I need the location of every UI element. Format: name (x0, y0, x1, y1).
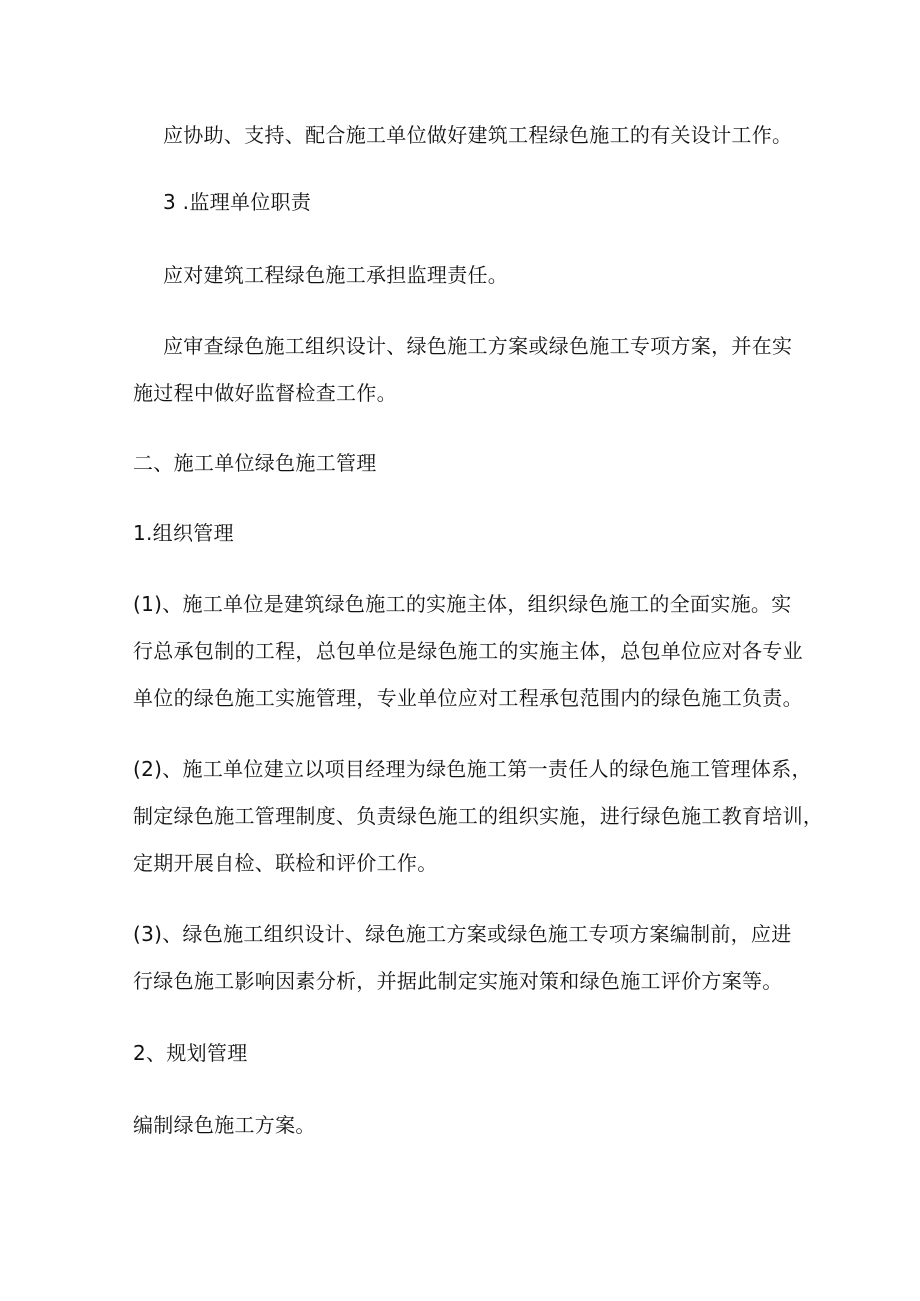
paragraph-supervision-review-line1: 应审查绿色施工组织设计、绿色施工方案或绿色施工专项方案，并在实 (163, 334, 793, 358)
item2-line1: (2)、施工单位建立以项目经理为绿色施工第一责任人的绿色施工管理体系， (133, 757, 812, 781)
item3-line2: 行绿色施工影响因素分析，并据此制定实施对策和绿色施工评价方案等。 (133, 969, 783, 993)
paragraph-design-unit-duty: 应协助、支持、配合施工单位做好建筑工程绿色施工的有关设计工作。 (163, 123, 793, 147)
item1-line3: 单位的绿色施工实施管理，专业单位应对工程承包范围内的绿色施工负责。 (133, 686, 803, 710)
section-heading-construction-management: 二、施工单位绿色施工管理 (133, 451, 377, 475)
heading-supervision-unit: 3 .监理单位职责 (163, 190, 312, 214)
item2-line3: 定期开展自检、联检和评价工作。 (133, 851, 438, 875)
paragraph-prepare-plan: 编制绿色施工方案。 (133, 1113, 316, 1137)
item2-line2: 制定绿色施工管理制度、负责绿色施工的组织实施，进行绿色施工教育培训， (133, 804, 824, 828)
item3-line1: (3)、绿色施工组织设计、绿色施工方案或绿色施工专项方案编制前，应进 (133, 922, 792, 946)
paragraph-supervision-responsibility: 应对建筑工程绿色施工承担监理责任。 (163, 263, 509, 287)
paragraph-supervision-review-line2: 施过程中做好监督检查工作。 (133, 381, 397, 405)
subheading-organization-management: 1.组织管理 (133, 521, 234, 545)
item1-line1: (1)、施工单位是建筑绿色施工的实施主体，组织绿色施工的全面实施。实 (133, 592, 792, 616)
item1-line2: 行总承包制的工程，总包单位是绿色施工的实施主体，总包单位应对各专业 (133, 639, 803, 663)
subheading-planning-management: 2、规划管理 (133, 1041, 248, 1065)
